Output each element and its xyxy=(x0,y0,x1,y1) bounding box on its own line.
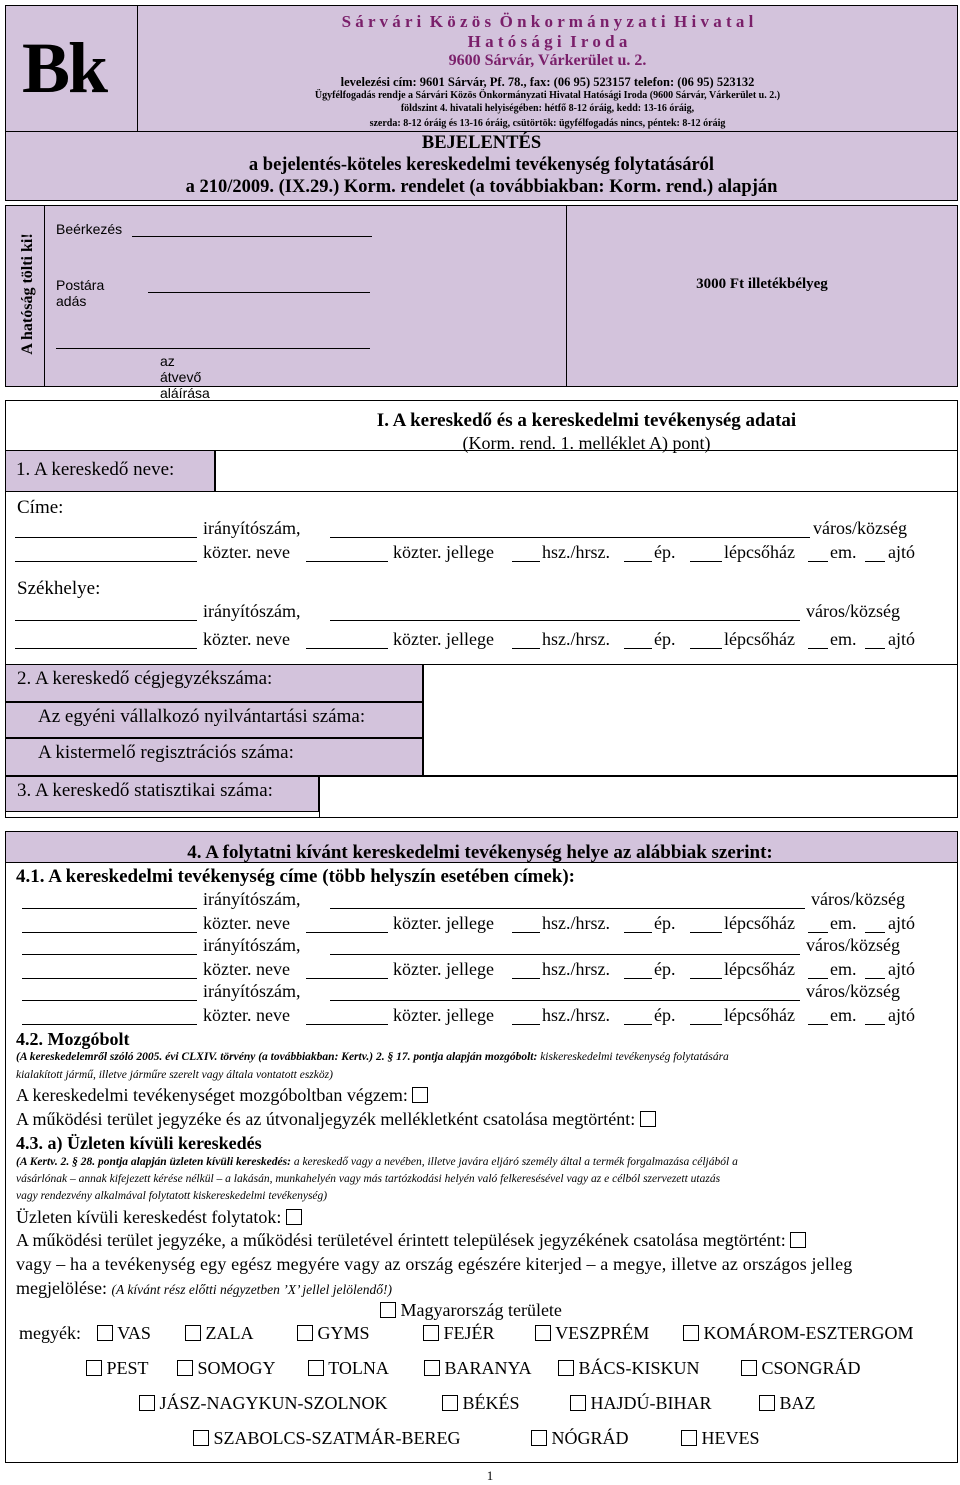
county-checkbox[interactable] xyxy=(681,1430,697,1446)
city-label: város/község xyxy=(806,981,900,1001)
s41-heading: 4.1. A kereskedelmi tevékenység címe (több helyszín esetében címek): xyxy=(16,866,576,887)
s43-note-rest: a kereskedő vagy a nevében, illetve javára eljáró személy által a termék forgalmazása céljából a xyxy=(290,1156,738,1168)
street-label: közter. neve xyxy=(203,959,290,979)
city-label: város/község xyxy=(813,518,907,538)
bldg-label: ép. xyxy=(654,1005,676,1025)
city-field[interactable] xyxy=(330,620,800,621)
door-field[interactable] xyxy=(865,978,885,979)
arrival-field[interactable] xyxy=(132,236,372,237)
stair-field[interactable] xyxy=(690,978,722,979)
street-field[interactable] xyxy=(22,932,197,933)
reg-number-field[interactable] xyxy=(423,664,958,776)
signature-label: az átvevő aláírása xyxy=(160,353,210,401)
county-item[interactable] xyxy=(531,1428,629,1449)
counties-label: megyék: xyxy=(19,1323,81,1343)
zip-field[interactable] xyxy=(22,1000,197,1001)
county-label: BARANYA xyxy=(444,1358,532,1378)
door-label: ajtó xyxy=(888,959,915,979)
page-number: 1 xyxy=(486,1468,494,1483)
county-item[interactable] xyxy=(424,1358,532,1379)
stat-number-field[interactable] xyxy=(319,776,958,818)
county-label: SOMOGY xyxy=(197,1358,276,1378)
door-label: ajtó xyxy=(888,629,915,649)
signature-field[interactable] xyxy=(56,348,370,349)
stair-label: lépcsőház xyxy=(724,629,795,649)
city-field[interactable] xyxy=(330,954,800,955)
county-item[interactable] xyxy=(759,1393,816,1414)
reg-label: 2. A kereskedő cégjegyzékszáma: xyxy=(17,668,273,689)
county-checkbox[interactable] xyxy=(531,1430,547,1446)
stair-field[interactable] xyxy=(690,561,722,562)
county-checkbox[interactable] xyxy=(424,1360,440,1376)
office-address: 9600 Sárvár, Várkerület u. 2. xyxy=(448,52,647,69)
s43-q2: A működési terület jegyzéke, a működési területével érintett települések jegyzékének csatolása megtörtént: xyxy=(16,1230,786,1250)
bldg-label: ép. xyxy=(654,542,676,562)
street-type-field[interactable] xyxy=(306,648,388,649)
s42-note-rest: kiskereskedelmi tevékenység folytatására xyxy=(537,1051,729,1063)
county-item[interactable] xyxy=(570,1393,712,1414)
door-field[interactable] xyxy=(865,648,885,649)
zip-label: irányítószám, xyxy=(203,518,301,538)
county-item[interactable] xyxy=(193,1428,461,1449)
zip-label: irányítószám, xyxy=(203,889,301,909)
county-checkbox[interactable] xyxy=(741,1360,757,1376)
office-title: S á r v á r i K ö z ö s Ö n k o r m á n y z a t i H i v a t a l xyxy=(341,12,754,31)
hsz-field[interactable] xyxy=(512,561,540,562)
hsz-label: hsz./hrsz. xyxy=(542,913,610,933)
bldg-field[interactable] xyxy=(624,648,652,649)
door-field[interactable] xyxy=(865,932,885,933)
county-item[interactable] xyxy=(681,1428,760,1449)
s43-note-lead: (A Kertv. 2. § 28. pontja alapján üzleten kívüli kereskedés: xyxy=(16,1156,291,1168)
city-field[interactable] xyxy=(330,537,810,538)
section1-heading: I. A kereskedő és a kereskedelmi tevékenység adatai xyxy=(376,410,797,431)
county-checkbox[interactable] xyxy=(535,1325,551,1341)
county-checkbox[interactable] xyxy=(97,1325,113,1341)
hsz-field[interactable] xyxy=(512,1024,540,1025)
street-type-field[interactable] xyxy=(306,561,388,562)
street-type-label: közter. jellege xyxy=(393,959,494,979)
floor-label: em. xyxy=(830,542,857,562)
city-field[interactable] xyxy=(330,1000,800,1001)
s42-heading: 4.2. Mozgóbolt xyxy=(16,1029,130,1049)
s43-note-2: vásárlónak – annak kifejezett kérése nélkül – a lakásán, munkahelyén vagy más tartózkodási helyén való felkeresésével vagy az e célból szervezett utazás xyxy=(16,1173,721,1185)
city-label: város/község xyxy=(811,889,905,909)
office-use-stamp-cell xyxy=(566,205,958,387)
county-item[interactable] xyxy=(185,1323,254,1344)
street-type-label: közter. jellege xyxy=(393,1005,494,1025)
county-label: FEJÉR xyxy=(443,1323,495,1343)
contact-line: levelezési cím: 9601 Sárvár, Pf. 78., fax: (06 95) 523157 telefon: (06 95) 523132 xyxy=(340,75,755,89)
bldg-field[interactable] xyxy=(624,561,652,562)
stair-label: lépcsőház xyxy=(724,1005,795,1025)
bldg-field[interactable] xyxy=(624,978,652,979)
s43-q4-note: (A kívánt rész előtti négyzetben ’X’ jellel jelölendő!) xyxy=(111,1282,393,1297)
county-checkbox[interactable] xyxy=(570,1395,586,1411)
county-label: TOLNA xyxy=(328,1358,389,1378)
name-label: 1. A kereskedő neve: xyxy=(16,459,175,480)
zip-field[interactable] xyxy=(22,908,197,909)
s42-note-lead: (A kereskedelemről szóló 2005. évi CLXIV. törvény (a továbbiakban: Kertv.) 2. § 17. pontja alapján mozgóbolt: xyxy=(16,1051,538,1063)
form-subtitle-1: a bejelentés-köteles kereskedelmi tevékenység folytatásáról xyxy=(248,155,715,175)
county-checkbox[interactable] xyxy=(185,1325,201,1341)
street-label: közter. neve xyxy=(203,913,290,933)
county-checkbox[interactable] xyxy=(193,1430,209,1446)
sole-label: Az egyéni vállalkozó nyilvántartási száma: xyxy=(38,706,366,727)
s43-heading: 4.3. a) Üzleten kívüli kereskedés xyxy=(16,1133,262,1153)
floor-field[interactable] xyxy=(808,1024,828,1025)
bldg-label: ép. xyxy=(654,629,676,649)
s42-note-2: kialakított jármű, illetve járműre szerelt vagy általa vontatott eszköz) xyxy=(16,1069,333,1081)
street-type-field[interactable] xyxy=(306,978,388,979)
stair-field[interactable] xyxy=(690,932,722,933)
country-label: Magyarország területe xyxy=(400,1300,562,1320)
county-item[interactable] xyxy=(683,1323,914,1344)
floor-field[interactable] xyxy=(808,648,828,649)
section1-subheading: (Korm. rend. 1. melléklet A) pont) xyxy=(462,433,711,453)
city-label: város/község xyxy=(806,601,900,621)
address-label: Címe: xyxy=(17,497,64,518)
street-field[interactable] xyxy=(15,561,197,562)
street-field[interactable] xyxy=(22,1024,197,1025)
s43-q4: megjelölése: xyxy=(16,1278,107,1298)
zip-label: irányítószám, xyxy=(203,601,301,621)
county-label: CSONGRÁD xyxy=(761,1358,861,1378)
county-item[interactable] xyxy=(86,1358,149,1379)
mobile-route-checkbox[interactable] xyxy=(640,1111,656,1127)
county-checkbox[interactable] xyxy=(139,1395,155,1411)
county-label: ZALA xyxy=(205,1323,254,1343)
bldg-field[interactable] xyxy=(624,932,652,933)
county-item[interactable] xyxy=(297,1323,370,1344)
area-list-checkbox[interactable] xyxy=(790,1232,806,1248)
county-checkbox[interactable] xyxy=(759,1395,775,1411)
form-subtitle-2: a 210/2009. (IX.29.) Korm. rendelet (a továbbiakban: Korm. rend.) alapján xyxy=(185,177,778,197)
floor-label: em. xyxy=(830,629,857,649)
county-checkbox[interactable] xyxy=(683,1325,699,1341)
zip-field[interactable] xyxy=(15,620,197,621)
floor-label: em. xyxy=(830,959,857,979)
county-label: JÁSZ-NAGYKUN-SZOLNOK xyxy=(159,1393,388,1413)
name-field[interactable] xyxy=(215,450,958,492)
street-label: közter. neve xyxy=(203,1005,290,1025)
county-checkbox[interactable] xyxy=(558,1360,574,1376)
county-label: PEST xyxy=(106,1358,149,1378)
address-block xyxy=(0,889,960,935)
form-title: BEJELENTÉS xyxy=(421,133,542,153)
office-use-label: A hatóság tölti ki! xyxy=(19,233,36,355)
floor-label: em. xyxy=(830,1005,857,1025)
stair-label: lépcsőház xyxy=(724,959,795,979)
hsz-label: hsz./hrsz. xyxy=(542,1005,610,1025)
county-checkbox[interactable] xyxy=(177,1360,193,1376)
city-label: város/község xyxy=(806,935,900,955)
street-type-label: közter. jellege xyxy=(393,542,494,562)
door-label: ajtó xyxy=(888,1005,915,1025)
hsz-field[interactable] xyxy=(512,648,540,649)
hours-line-1: Ügyfélfogadás rendje a Sárvári Közös Önkormányzati Hivatal Hatósági Iroda (9600 Sárvár, Várkerület u. 2.) xyxy=(314,90,781,101)
street-field[interactable] xyxy=(22,978,197,979)
county-label: BÁCS-KISKUN xyxy=(578,1358,700,1378)
floor-field[interactable] xyxy=(808,932,828,933)
s43-q3: vagy – ha a tevékenység egy egész megyére vagy az ország egészére kiterjed – a megye, illetve az országos jelleg xyxy=(16,1254,853,1274)
country-checkbox[interactable] xyxy=(380,1302,396,1318)
door-label: ajtó xyxy=(888,542,915,562)
county-label: GYMS xyxy=(317,1323,370,1343)
posted-label: Postára adás xyxy=(56,277,105,309)
zip-label: irányítószám, xyxy=(203,935,301,955)
door-field[interactable] xyxy=(865,561,885,562)
logo: Bk xyxy=(22,28,107,108)
hsz-label: hsz./hrsz. xyxy=(542,629,610,649)
zip-field[interactable] xyxy=(22,954,197,955)
door-label: ajtó xyxy=(888,913,915,933)
stair-label: lépcsőház xyxy=(724,913,795,933)
county-label: HEVES xyxy=(701,1428,760,1448)
address-block xyxy=(0,601,960,653)
hours-line-3: szerda: 8-12 óráig és 13-16 óráig, csütörtök: ügyfélfogadás nincs, péntek: 8-12 óráig xyxy=(369,118,726,129)
county-item[interactable] xyxy=(535,1323,649,1344)
county-checkbox[interactable] xyxy=(442,1395,458,1411)
s43-note-3: vagy rendezvény alkalmával folytatott kiskereskedelmi tevékenység) xyxy=(16,1190,328,1202)
mobile-shop-checkbox[interactable] xyxy=(412,1087,428,1103)
hsz-field[interactable] xyxy=(512,978,540,979)
county-label: BÉKÉS xyxy=(462,1393,520,1413)
street-type-label: közter. jellege xyxy=(393,913,494,933)
county-item[interactable] xyxy=(741,1358,861,1379)
arrival-label: Beérkezés xyxy=(56,221,123,237)
street-type-field[interactable] xyxy=(306,1024,388,1025)
county-item[interactable] xyxy=(423,1323,495,1344)
street-field[interactable] xyxy=(15,648,197,649)
s43-q1: Üzleten kívüli kereskedést folytatok: xyxy=(16,1207,282,1227)
hours-line-2: földszint 4. hivatali helyiségében: hétfő 8-12 óráig, kedd: 13-16 óráig, xyxy=(400,103,695,114)
floor-label: em. xyxy=(830,913,857,933)
street-label: közter. neve xyxy=(203,629,290,649)
county-checkbox[interactable] xyxy=(297,1325,313,1341)
street-type-label: közter. jellege xyxy=(393,629,494,649)
stair-field[interactable] xyxy=(690,648,722,649)
county-checkbox[interactable] xyxy=(308,1360,324,1376)
zip-label: irányítószám, xyxy=(203,981,301,1001)
county-item[interactable] xyxy=(442,1393,520,1414)
stat-label: 3. A kereskedő statisztikai száma: xyxy=(17,780,273,801)
county-checkbox[interactable] xyxy=(86,1360,102,1376)
county-label: KOMÁROM-ESZTERGOM xyxy=(703,1323,914,1343)
floor-field[interactable] xyxy=(808,978,828,979)
county-label: NÓGRÁD xyxy=(551,1428,629,1448)
address-block xyxy=(0,981,960,1027)
zip-field[interactable] xyxy=(15,537,197,538)
county-label: BAZ xyxy=(779,1393,816,1413)
door-to-door-checkbox[interactable] xyxy=(286,1209,302,1225)
s42-q2: A működési terület jegyzéke és az útvonaljegyzék mellékletként csatolása megtörtént: xyxy=(16,1109,636,1129)
address-block xyxy=(0,935,960,981)
street-label: közter. neve xyxy=(203,542,290,562)
hsz-field[interactable] xyxy=(512,932,540,933)
posted-field[interactable] xyxy=(148,292,370,293)
city-field[interactable] xyxy=(330,908,805,909)
s42-q1: A kereskedelmi tevékenységet mozgóboltban végzem: xyxy=(16,1085,408,1105)
county-item[interactable] xyxy=(97,1323,151,1344)
bldg-field[interactable] xyxy=(624,1024,652,1025)
bldg-label: ép. xyxy=(654,913,676,933)
stamp-label: 3000 Ft illetékbélyeg xyxy=(696,276,828,292)
office-subtitle: H a t ó s á g i I r o d a xyxy=(467,32,628,51)
stair-label: lépcsőház xyxy=(724,542,795,562)
door-field[interactable] xyxy=(865,1024,885,1025)
county-label: VESZPRÉM xyxy=(555,1323,650,1343)
hsz-label: hsz./hrsz. xyxy=(542,959,610,979)
county-checkbox[interactable] xyxy=(423,1325,439,1341)
street-type-field[interactable] xyxy=(306,932,388,933)
floor-field[interactable] xyxy=(808,561,828,562)
bldg-label: ép. xyxy=(654,959,676,979)
hsz-label: hsz./hrsz. xyxy=(542,542,610,562)
county-item[interactable] xyxy=(308,1358,389,1379)
county-label: HAJDÚ-BIHAR xyxy=(590,1393,712,1413)
section4-heading: 4. A folytatni kívánt kereskedelmi tevékenység helye az alábbiak szerint: xyxy=(187,842,773,863)
stair-field[interactable] xyxy=(690,1024,722,1025)
county-item[interactable] xyxy=(558,1358,700,1379)
county-label: VAS xyxy=(117,1323,151,1343)
county-item[interactable] xyxy=(177,1358,276,1379)
producer-label: A kistermelő regisztrációs száma: xyxy=(38,742,294,763)
seat-label: Székhelye: xyxy=(17,578,101,599)
address-block xyxy=(0,518,960,566)
county-label: SZABOLCS-SZATMÁR-BEREG xyxy=(213,1428,461,1448)
county-item[interactable] xyxy=(139,1393,388,1414)
